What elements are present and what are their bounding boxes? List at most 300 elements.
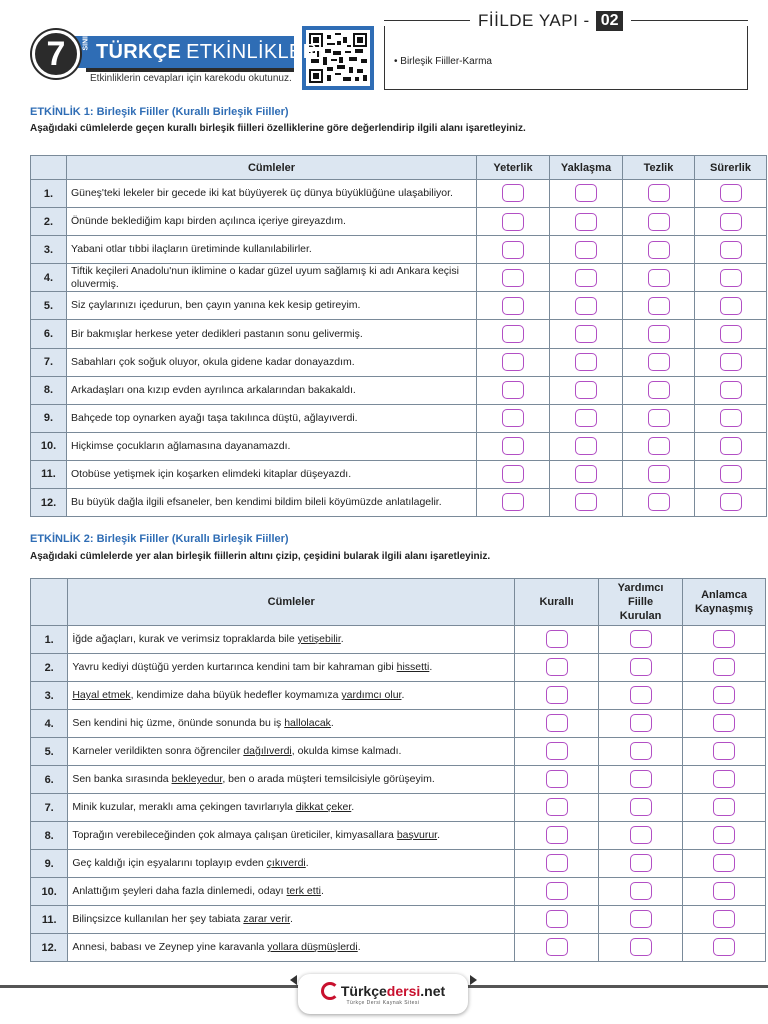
checkbox-cell [515,822,599,850]
sentence-text: Anlattığım şeyleri daha fazla dinlemedi, odayı [72,885,287,897]
table-row [31,822,766,850]
checkbox-kaynasmis[interactable] [713,910,735,928]
crescent-icon [321,982,339,1000]
grade-number: 7 [46,35,66,73]
checkbox-yaklasma[interactable] [575,297,597,315]
checkbox-cell [477,404,550,432]
checkbox-kuralli[interactable] [546,630,568,648]
checkbox-yardimci[interactable] [630,658,652,676]
grade-label: SINIF [82,32,90,51]
checkbox-surerlik[interactable] [720,381,742,399]
sentence-text: İğde ağaçları, kurak ve verimsiz topraklarda bile [72,633,298,645]
checkbox-yaklasma[interactable] [575,353,597,371]
sentence-text: Sen banka sırasında [72,773,172,785]
title-subject: TÜRKÇE [96,40,182,63]
checkbox-cell [623,404,695,432]
underlined-verb: bekleyedur [171,773,223,785]
checkbox-yardimci[interactable] [630,882,652,900]
topic-item: • Birleşik Fiiller-Karma [394,56,492,67]
table-row [31,738,766,766]
checkbox-surerlik[interactable] [720,297,742,315]
checkbox-cell [515,850,599,878]
sentence-cell [68,906,515,934]
checkbox-cell [695,489,767,517]
checkbox-kaynasmis[interactable] [713,882,735,900]
column-header: Yeterlik [477,156,550,180]
sentence-text: . [437,829,441,841]
checkbox-cell [550,460,623,488]
table-row [31,292,767,320]
checkbox-kaynasmis[interactable] [713,658,735,676]
sentence-cell [68,794,515,822]
checkbox-cell [599,850,683,878]
checkbox-cell [683,822,766,850]
column-header-line: Yardımcı [617,582,664,594]
checkbox-yeterlik[interactable] [502,437,524,455]
sentence-cell [68,738,515,766]
number-header [31,156,67,180]
checkbox-cell [695,460,767,488]
checkbox-tezlik[interactable] [648,381,670,399]
checkbox-cell [695,376,767,404]
sentence-cell [68,878,515,906]
checkbox-yaklasma[interactable] [575,241,597,259]
checkbox-cell [683,878,766,906]
checkbox-kuralli[interactable] [546,798,568,816]
sentence-cell [68,934,515,962]
checkbox-cell [477,460,550,488]
checkbox-yaklasma[interactable] [575,269,597,287]
checkbox-cell [695,208,767,236]
checkbox-yardimci[interactable] [630,630,652,648]
row-number: 4. [31,264,67,292]
underlined-verb: çıkıverdi [266,857,306,869]
checkbox-cell [550,404,623,432]
checkbox-yardimci[interactable] [630,770,652,788]
checkbox-surerlik[interactable] [720,213,742,231]
checkbox-surerlik[interactable] [720,437,742,455]
underlined-verb: Hayal etmek [72,689,131,701]
sentence-cell: Otobüse yetişmek için koşarken elimdeki kitaplar düşeyazdı. [67,460,477,488]
checkbox-yeterlik[interactable] [502,353,524,371]
sentence-text: Bilinçsizce kullanılan her şey tabiata [72,913,244,925]
checkbox-cell [683,906,766,934]
checkbox-cell [695,236,767,264]
checkbox-surerlik[interactable] [720,269,742,287]
row-number: 11. [31,906,68,934]
checkbox-cell [599,906,683,934]
checkbox-tezlik[interactable] [648,325,670,343]
checkbox-kuralli[interactable] [546,742,568,760]
checkbox-yeterlik[interactable] [502,184,524,202]
checkbox-yaklasma[interactable] [575,213,597,231]
checkbox-cell [623,236,695,264]
row-number: 8. [31,376,67,404]
checkbox-yardimci[interactable] [630,686,652,704]
checkbox-cell [695,320,767,348]
checkbox-yardimci[interactable] [630,714,652,732]
row-number: 6. [31,766,68,794]
checkbox-kuralli[interactable] [546,938,568,956]
checkbox-cell [550,489,623,517]
sentence-cell [68,850,515,878]
checkbox-kuralli[interactable] [546,658,568,676]
sentence-text: . [429,661,433,673]
checkbox-yaklasma[interactable] [575,493,597,511]
column-header-line: Fiille [628,596,654,608]
checkbox-cell [550,264,623,292]
checkbox-kaynasmis[interactable] [713,770,735,788]
checkbox-yeterlik[interactable] [502,381,524,399]
checkbox-yeterlik[interactable] [502,269,524,287]
title-activities: ETKİNLİKLERİ [186,40,324,63]
sentence-cell: Arkadaşları ona kızıp evden ayrılınca arkalarından bakakaldı. [67,376,477,404]
grade-badge [32,30,80,78]
checkbox-yeterlik[interactable] [502,213,524,231]
checkbox-cell [550,320,623,348]
unit-heading [470,10,631,32]
table-row [31,180,767,208]
checkbox-kaynasmis[interactable] [713,686,735,704]
checkbox-cell [515,906,599,934]
checkbox-cell [683,710,766,738]
sentence-cell: Yabani otlar tıbbi ilaçların üretiminde kullanılabilirler. [67,236,477,264]
sentence-cell: Güneş'teki lekeler bir gecede iki kat büyüyerek üç dünya büyüklüğüne ulaşabiliyor. [67,180,477,208]
row-number: 11. [31,460,67,488]
sentence-cell: Bu büyük dağla ilgili efsaneler, ben kendimi bildim bileli köyümüzde anlatılagelir. [67,489,477,517]
row-number: 2. [31,208,67,236]
underlined-verb: terk etti [286,885,321,897]
checkbox-yeterlik[interactable] [502,297,524,315]
underlined-verb: başvurur [396,829,438,841]
checkbox-cell [515,934,599,962]
column-header: Yaklaşma [550,156,623,180]
checkbox-cell [477,376,550,404]
sentence-text: . [330,717,334,729]
checkbox-yaklasma[interactable] [575,465,597,483]
table-row [31,906,766,934]
page-header [0,0,768,100]
checkbox-yaklasma[interactable] [575,381,597,399]
checkbox-yeterlik[interactable] [502,493,524,511]
checkbox-cell [550,292,623,320]
logo-part: dersi [386,983,421,999]
underlined-verb: dağılıverdi [243,745,292,757]
table-row [31,682,766,710]
checkbox-kaynasmis[interactable] [713,742,735,760]
sentence-cell: Önünde beklediğim kapı birden açılınca içeriye gireyazdım. [67,208,477,236]
underlined-verb: hallolacak [284,717,331,729]
table-row [31,878,766,906]
sentence-text: Geç kaldığı için eşyalarını toplayıp evden [72,857,267,869]
checkbox-cell [477,292,550,320]
checkbox-cell [515,654,599,682]
sentence-cell [68,766,515,794]
table-row [31,432,767,460]
number-header [31,579,68,626]
row-number: 3. [31,236,67,264]
checkbox-surerlik[interactable] [720,325,742,343]
checkbox-tezlik[interactable] [648,269,670,287]
row-number: 7. [31,794,68,822]
checkbox-surerlik[interactable] [720,493,742,511]
checkbox-yeterlik[interactable] [502,465,524,483]
checkbox-kuralli[interactable] [546,854,568,872]
checkbox-tezlik[interactable] [648,353,670,371]
checkbox-cell [623,348,695,376]
checkbox-cell [477,236,550,264]
checkbox-cell [623,180,695,208]
sentence-text: . [320,885,324,897]
checkbox-cell [599,878,683,906]
checkbox-cell [683,850,766,878]
checkbox-cell [683,766,766,794]
checkbox-cell [695,348,767,376]
checkbox-cell [623,208,695,236]
table-row [31,236,767,264]
column-header [599,579,683,626]
column-header: Tezlik [623,156,695,180]
sentence-text: , kendimize daha büyük hedefler koymamıza [130,689,342,701]
row-number: 4. [31,710,68,738]
checkbox-cell [477,432,550,460]
checkbox-cell [515,878,599,906]
checkbox-cell [599,934,683,962]
checkbox-kuralli[interactable] [546,686,568,704]
activity2-table [30,578,766,962]
sentence-cell [68,822,515,850]
checkbox-yaklasma[interactable] [575,409,597,427]
checkbox-tezlik[interactable] [648,493,670,511]
table-header-row [31,579,766,626]
checkbox-cell [623,460,695,488]
checkbox-surerlik[interactable] [720,465,742,483]
sentence-text: Yavru kediyi düştüğü yerden kurtarınca kendini tam bir kahraman gibi [72,661,397,673]
column-header: Kurallı [515,579,599,626]
table-row [31,320,767,348]
sentence-cell [68,682,515,710]
column-header: Cümleler [68,579,515,626]
sentence-cell: Hiçkimse çocukların ağlamasına dayanamazdı. [67,432,477,460]
row-number: 9. [31,850,68,878]
sentence-cell [68,654,515,682]
checkbox-cell [683,682,766,710]
checkbox-yeterlik[interactable] [502,241,524,259]
checkbox-cell [599,794,683,822]
checkbox-yaklasma[interactable] [575,325,597,343]
checkbox-tezlik[interactable] [648,297,670,315]
sentence-cell: Tiftik keçileri Anadolu'nun iklimine o kadar güzel uyum sağlamış ki adı Ankara keçisi oluvermiş. [67,264,477,292]
row-number: 10. [31,878,68,906]
unit-title: FİİLDE YAPI - [478,11,590,30]
table-header-row [31,156,767,180]
sentence-cell [68,626,515,654]
checkbox-cell [515,794,599,822]
checkbox-tezlik[interactable] [648,241,670,259]
checkbox-cell [599,766,683,794]
checkbox-cell [515,766,599,794]
checkbox-yardimci[interactable] [630,854,652,872]
table-row [31,376,767,404]
checkbox-yaklasma[interactable] [575,184,597,202]
sentence-text: Karneler verildikten sonra öğrenciler [72,745,244,757]
checkbox-tezlik[interactable] [648,409,670,427]
column-header: Sürerlik [695,156,767,180]
checkbox-cell [599,654,683,682]
checkbox-cell [550,180,623,208]
sentence-text: . [401,689,405,701]
checkbox-kaynasmis[interactable] [713,798,735,816]
row-number: 5. [31,292,67,320]
checkbox-surerlik[interactable] [720,409,742,427]
checkbox-cell [477,489,550,517]
checkbox-cell [477,264,550,292]
checkbox-cell [623,264,695,292]
checkbox-surerlik[interactable] [720,353,742,371]
row-number: 1. [31,180,67,208]
column-header [683,579,766,626]
table-row [31,710,766,738]
checkbox-tezlik[interactable] [648,437,670,455]
sentence-cell: Sabahları çok soğuk oluyor, okula gidene kadar donayazdım. [67,348,477,376]
activity2-title: ETKİNLİK 2: Birleşik Fiiller (Kurallı Birleşik Fiiller) [30,533,289,545]
checkbox-cell [599,822,683,850]
checkbox-cell [515,710,599,738]
table-row [31,460,767,488]
checkbox-kuralli[interactable] [546,910,568,928]
checkbox-kuralli[interactable] [546,826,568,844]
checkbox-cell [477,348,550,376]
activity1-instruction: Aşağıdaki cümlelerde geçen kurallı birleşik fiilleri özelliklerine göre değerlendirip ilgili alanı işaretleyiniz. [30,123,526,134]
logo-part: Türkçe [340,983,387,999]
checkbox-yardimci[interactable] [630,938,652,956]
checkbox-yeterlik[interactable] [502,409,524,427]
underlined-verb: yardımcı olur [341,689,402,701]
sentence-text: Sen kendini hiç üzme, önünde sonunda bu iş [72,717,285,729]
checkbox-cell [623,292,695,320]
checkbox-cell [515,626,599,654]
table-row [31,626,766,654]
checkbox-cell [550,348,623,376]
table-row [31,654,766,682]
row-number: 6. [31,320,67,348]
site-logo [298,974,468,1014]
sentence-text: . [290,913,293,925]
checkbox-surerlik[interactable] [720,184,742,202]
sentence-text: . [351,801,355,813]
checkbox-cell [599,738,683,766]
checkbox-kaynasmis[interactable] [713,630,735,648]
checkbox-cell [550,208,623,236]
row-number: 12. [31,934,68,962]
underlined-verb: dikkat çeker [295,801,352,813]
checkbox-cell [695,292,767,320]
column-header-line: Anlamca [701,589,747,601]
checkbox-kuralli[interactable] [546,882,568,900]
table-row [31,264,767,292]
checkbox-tezlik[interactable] [648,465,670,483]
checkbox-cell [683,654,766,682]
checkbox-cell [623,376,695,404]
checkbox-cell [695,404,767,432]
unit-number: 02 [596,11,624,31]
table-row [31,348,767,376]
checkbox-yardimci[interactable] [630,910,652,928]
sentence-text: . [340,633,344,645]
checkbox-cell [623,320,695,348]
table-row [31,766,766,794]
sentence-text: . [305,857,309,869]
underlined-verb: yetişebilir [297,633,341,645]
underlined-verb: yollara düşmüşlerdi [267,941,358,953]
checkbox-kaynasmis[interactable] [713,826,735,844]
checkbox-cell [683,738,766,766]
checkbox-cell [695,264,767,292]
checkbox-kaynasmis[interactable] [713,938,735,956]
footer-arrow-right-icon [470,975,477,985]
sentence-cell: Siz çaylarınızı içedurun, ben çayın yanına kek kesip getireyim. [67,292,477,320]
row-number: 3. [31,682,68,710]
checkbox-cell [477,208,550,236]
row-number: 2. [31,654,68,682]
checkbox-cell [683,626,766,654]
checkbox-yardimci[interactable] [630,798,652,816]
sentence-text: . [357,941,361,953]
table-row [31,208,767,236]
sentence-cell: Bir bakmışlar herkese yeter dedikleri pastanın sonu gelivermiş. [67,320,477,348]
checkbox-kaynasmis[interactable] [713,854,735,872]
topic-text: Birleşik Fiiller-Karma [400,56,492,67]
checkbox-surerlik[interactable] [720,241,742,259]
table-row [31,794,766,822]
checkbox-cell [550,432,623,460]
sentence-text: Minik kuzular, meraklı ama çekingen tavırlarıyla [72,801,296,813]
checkbox-yaklasma[interactable] [575,437,597,455]
row-number: 1. [31,626,68,654]
column-header-line: Kurulan [619,610,662,622]
underlined-verb: zarar verir [243,913,291,925]
logo-tagline: Türkçe Dersi Kaynak Sitesi [346,1000,420,1006]
title-underbar [86,68,294,72]
row-number: 5. [31,738,68,766]
checkbox-tezlik[interactable] [648,184,670,202]
checkbox-yeterlik[interactable] [502,325,524,343]
table-row [31,934,766,962]
table-row [31,404,767,432]
checkbox-cell [515,738,599,766]
checkbox-yardimci[interactable] [630,742,652,760]
activity2-instruction: Aşağıdaki cümlelerde yer alan birleşik fiillerin altını çizip, çeşidini bularak ilgili alanı işaretleyiniz. [30,551,491,562]
checkbox-cell [623,432,695,460]
checkbox-cell [477,320,550,348]
checkbox-cell [695,180,767,208]
checkbox-kaynasmis[interactable] [713,714,735,732]
sentence-text: , okulda kimse kalmadı. [291,745,402,757]
row-number: 7. [31,348,67,376]
checkbox-cell [599,710,683,738]
worksheet-title [62,32,324,68]
checkbox-kuralli[interactable] [546,770,568,788]
underlined-verb: hissetti [396,661,430,673]
checkbox-tezlik[interactable] [648,213,670,231]
activity1-title: ETKİNLİK 1: Birleşik Fiiller (Kurallı Birleşik Fiiller) [30,106,289,118]
checkbox-yardimci[interactable] [630,826,652,844]
checkbox-cell [695,432,767,460]
checkbox-kuralli[interactable] [546,714,568,732]
checkbox-cell [683,934,766,962]
column-header: Cümleler [67,156,477,180]
row-number: 9. [31,404,67,432]
